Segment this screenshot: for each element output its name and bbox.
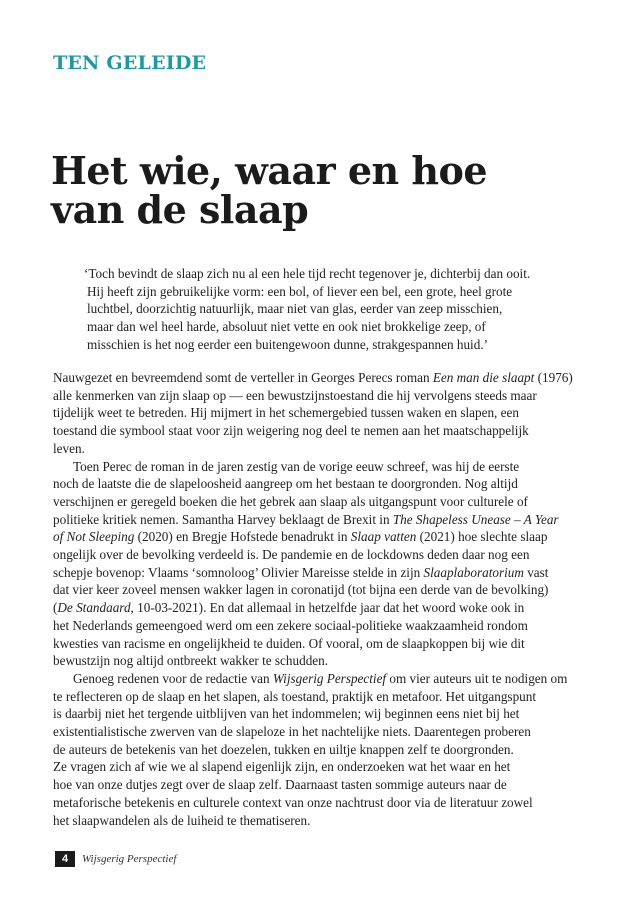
text-run: om vier auteurs uit te nodigen om bbox=[386, 670, 568, 686]
page-number: 4 bbox=[55, 851, 75, 867]
page-title bbox=[51, 148, 611, 232]
title-line-1: Het wie, waar en hoe bbox=[51, 148, 488, 193]
quote-line: maar dan wel heel harde, absoluut niet vette en ook niet brokkelige zeep, of bbox=[87, 319, 486, 335]
text-run: (2021) hoe slechte slaap bbox=[416, 529, 548, 545]
text-line: kwesties van racisme en ongelijkheid te duiden. Of vooral, om de slaapkoppen bij wie dit bbox=[53, 635, 525, 651]
book-title: Slaaplaboratorium bbox=[423, 564, 524, 580]
text-run: schepje bovenop: Vlaams ‘somnoloog’ Olivier Mareisse stelde in zijn bbox=[53, 564, 424, 580]
text-line: dat vier keer zoveel mensen wakker lagen in coronatijd (tot bijna een derde van de bevolking) bbox=[53, 582, 549, 598]
text-line bbox=[53, 564, 593, 582]
text-line: tijdelijk weet te betreden. Hij mijmert in het schemergebied tussen waken en slapen, een bbox=[53, 405, 519, 421]
text-run: ( bbox=[53, 600, 58, 616]
article-body bbox=[53, 369, 593, 829]
text-run: Genoeg redenen voor de redactie van bbox=[73, 670, 273, 686]
text-run: (1976) bbox=[534, 370, 573, 385]
text-line: het slaapwandelen als de luiheid te thematiseren. bbox=[53, 812, 311, 828]
text-line bbox=[53, 369, 593, 387]
book-title: The Shapeless Unease – A Year bbox=[392, 511, 559, 527]
quote-line: misschien is het nog eerder een buitengewoon dunne, strakgespannen huid.’ bbox=[87, 336, 489, 352]
journal-name: Wijsgerig Perspectief bbox=[82, 853, 177, 865]
quote-line: Hij heeft zijn gebruikelijke vorm: een bol, of liever een bel, een grote, heel grote bbox=[87, 283, 513, 299]
journal-title: Wijsgerig Perspectief bbox=[272, 670, 387, 686]
text-line: leven. bbox=[53, 440, 85, 456]
text-line: alle kenmerken van zijn slaap op — een bewustzijnstoestand die hij vervolgens steeds maar bbox=[53, 387, 537, 403]
text-line: existentialistische zwerven van de slapeloze in het nachtelijke niets. Daarentegen proberen bbox=[53, 724, 531, 740]
text-line: verschijnen er geregeld boeken die het gebrek aan slaap als uitgangspunt voor culturele of bbox=[53, 493, 528, 509]
text-run: politieke kritiek nemen. Samantha Harvey beklaagt de Brexit in bbox=[53, 511, 393, 527]
text-run: , 10-03-2021). En dat allemaal in hetzelfde jaar dat het woord woke ook in bbox=[130, 600, 525, 616]
text-line: ongelijk over de bevolking verdeeld is. De pandemie en de lockdowns deden daar nog een bbox=[53, 547, 530, 563]
text-line bbox=[53, 528, 593, 546]
text-line: metaforische betekenis en culturele context van onze nachtrust door via de literatuur zowel bbox=[53, 794, 533, 810]
book-title: of Not Sleeping bbox=[53, 529, 135, 545]
opening-quote bbox=[84, 265, 584, 354]
text-line: bewustzijn nog altijd ontbreekt wakker te schudden. bbox=[53, 653, 329, 669]
text-run: Nauwgezet en bevreemdend somt de verteller in Georges Perecs roman bbox=[53, 370, 433, 385]
page-footer bbox=[55, 851, 176, 867]
text-line: hoe van onze dutjes zegt over de slaap zelf. Daarnaast tasten sommige auteurs naar de bbox=[53, 777, 507, 793]
quote-line: luchtbel, doorzichtig natuurlijk, maar niet van glas, eerder van zeep misschien, bbox=[87, 301, 503, 317]
text-line: toestand die symbool staat voor zijn weigering nog deel te nemen aan het maatschappelijk bbox=[53, 423, 529, 439]
section-label: TEN GELEIDE bbox=[53, 52, 207, 74]
text-line: noch de laatste die de slapeloosheid aangreep om het bestaan te doorgronden. Nog altijd bbox=[53, 476, 518, 492]
text-line bbox=[53, 599, 593, 617]
text-line bbox=[53, 511, 593, 529]
text-run: vast bbox=[523, 564, 549, 580]
quote-line: ‘Toch bevindt de slaap zich nu al een hele tijd recht tegenover je, dichterbij dan ooit. bbox=[84, 266, 531, 281]
text-line bbox=[53, 670, 593, 688]
text-line: Toen Perec de roman in de jaren zestig van de vorige eeuw schreef, was hij de eerste bbox=[73, 458, 520, 474]
text-line: de auteurs de betekenis van het doezelen, tukken en uiltje knappen zelf te doorgronden. bbox=[53, 741, 514, 757]
title-line-2: van de slaap bbox=[51, 187, 309, 232]
text-run: (2020) en Bregje Hofstede benadrukt in bbox=[134, 529, 351, 545]
text-line: het Nederlands gemeengoed werd om een zekere sociaal-politieke waakzaamheid rondom bbox=[53, 617, 528, 633]
book-title: Slaap vatten bbox=[350, 529, 417, 545]
newspaper-title: De Standaard bbox=[57, 600, 131, 616]
text-line: Ze vragen zich af wie we al slapend eigenlijk zijn, en onderzoeken wat het waar en het bbox=[53, 759, 511, 775]
book-title: Een man die slaapt bbox=[432, 370, 535, 385]
text-line: te reflecteren op de slaap en het slapen, als toestand, praktijk en metafoor. Het uitgangspunt bbox=[53, 688, 537, 704]
text-line: is daarbij niet het tergende uitblijven van het indommelen; wij beginnen eens niet bij het bbox=[53, 706, 520, 722]
